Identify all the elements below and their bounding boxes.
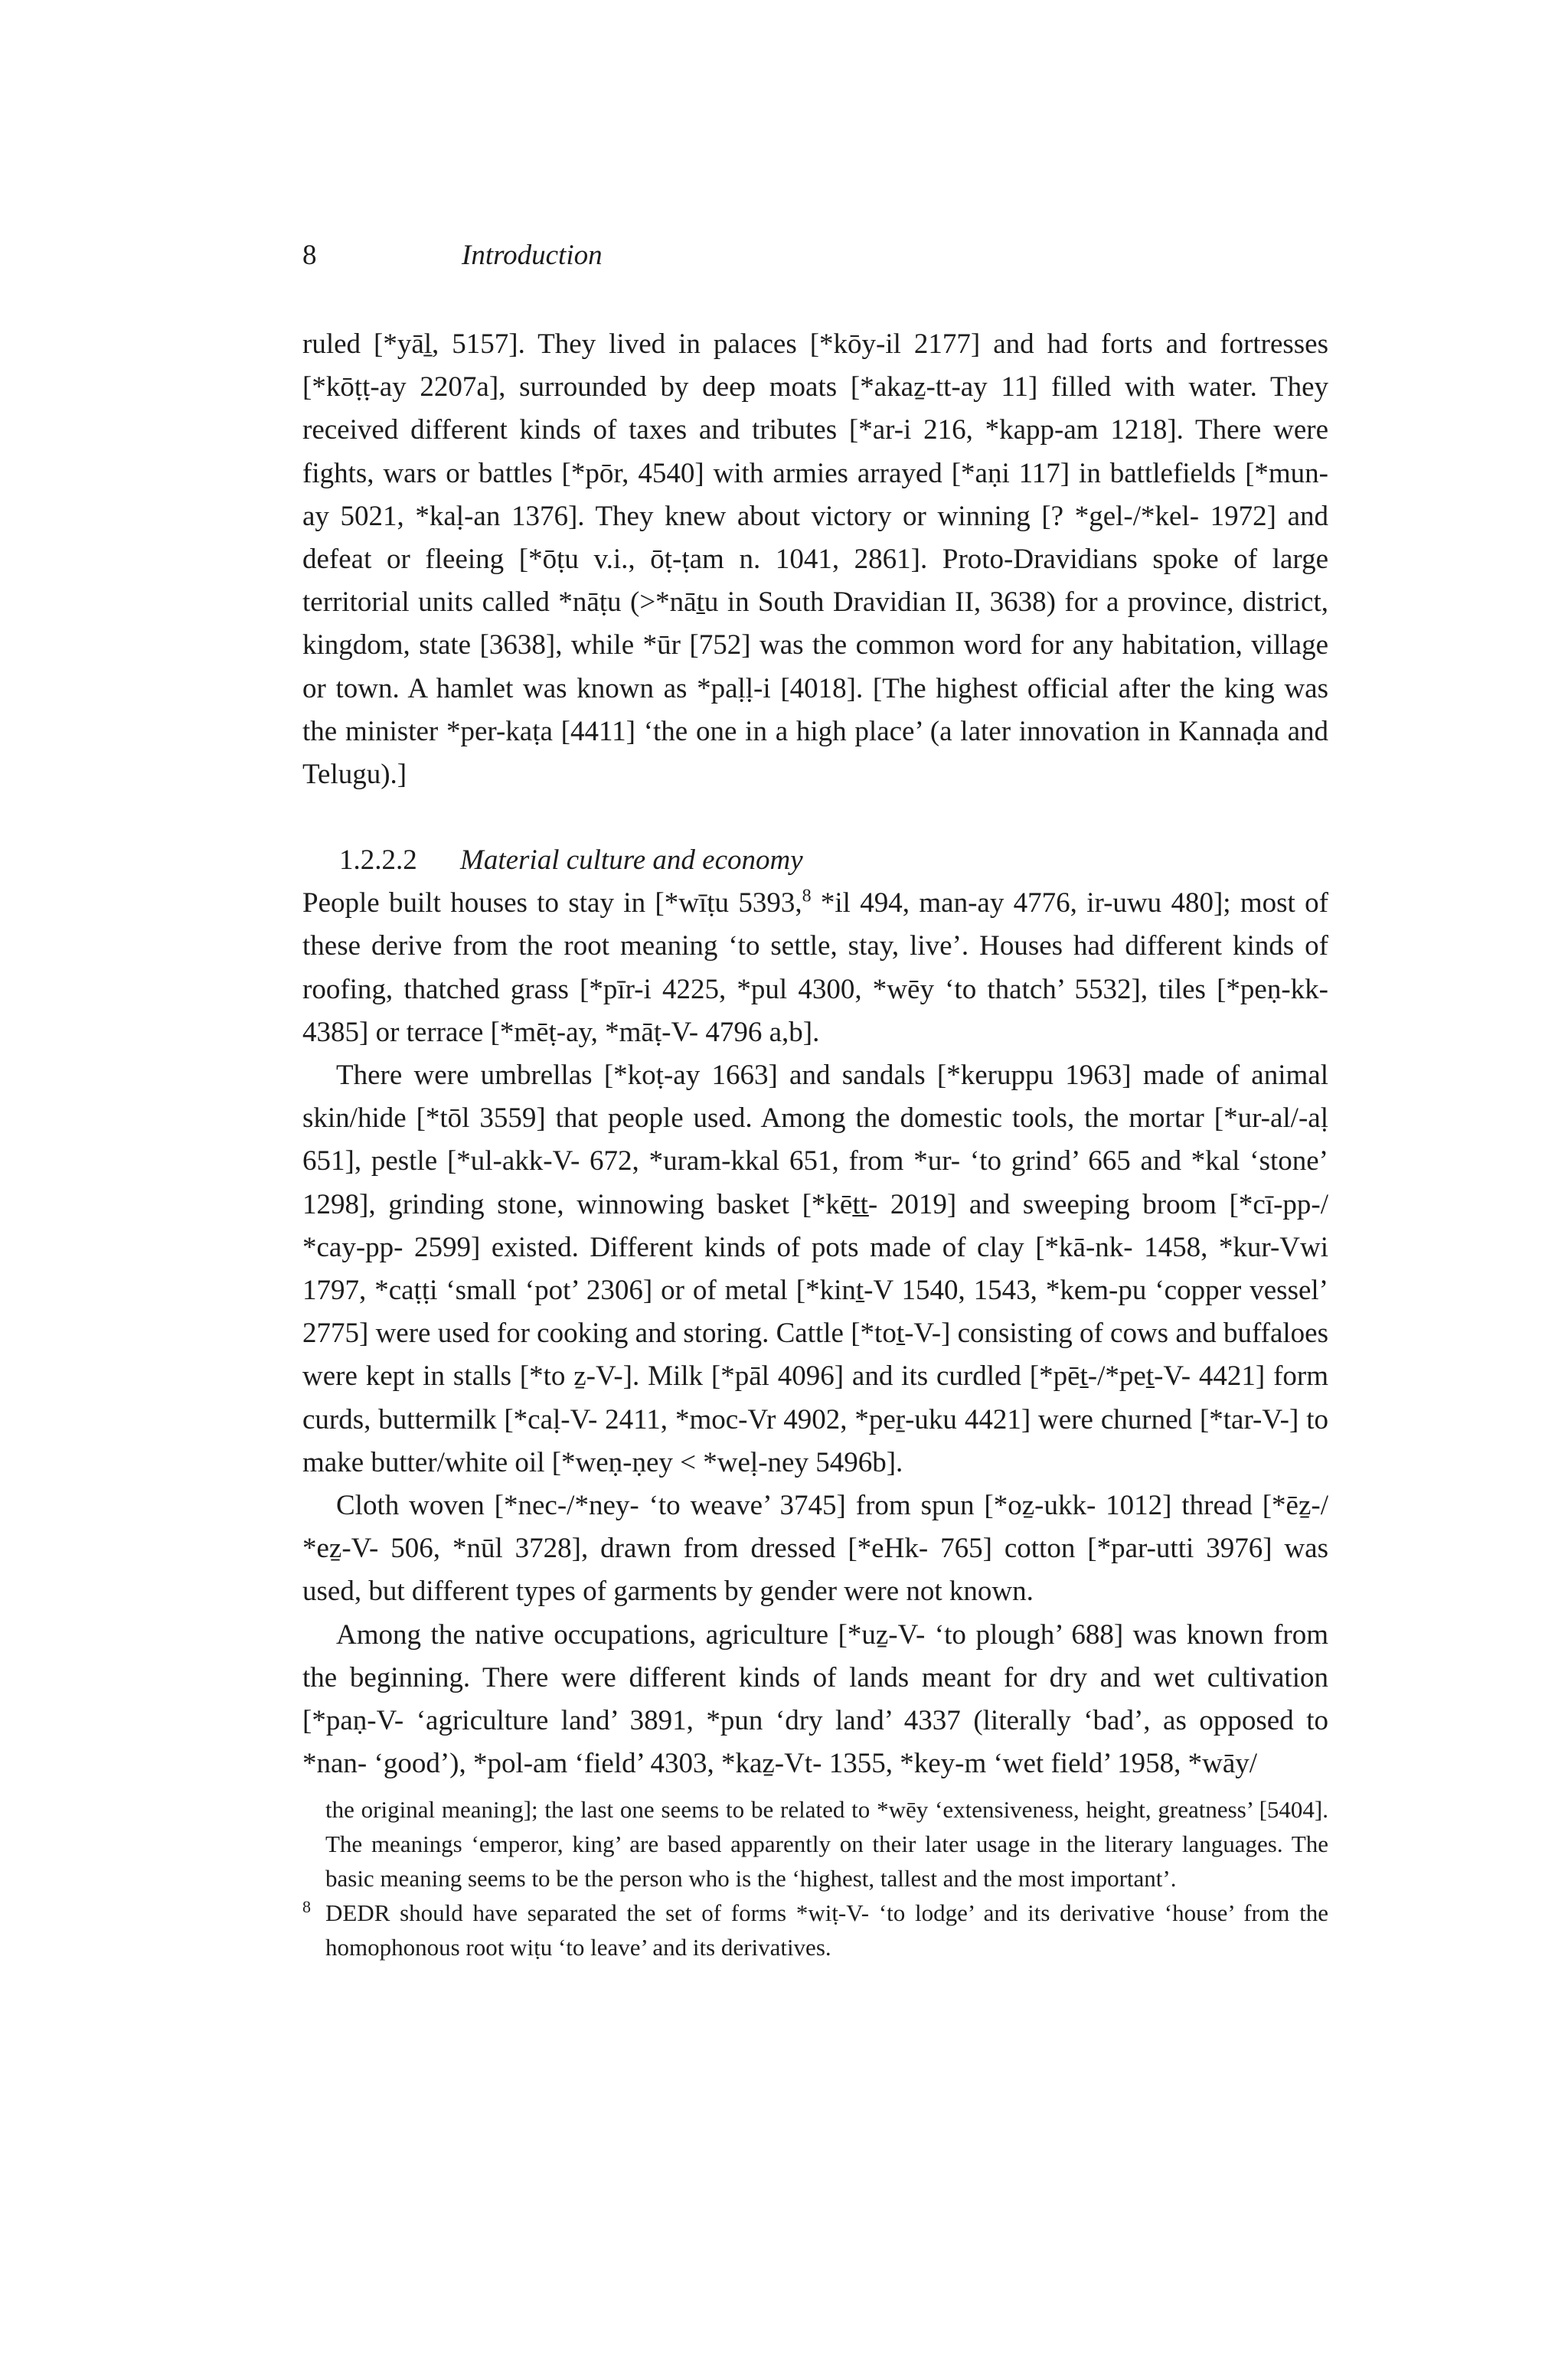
- paragraph-houses-rest: *il 494, man-ay 4776, ir-uwu 480]; most of these derive from the root meaning ‘to settle, stay, live’. Houses had different kinds of roofing, thatched grass [*pīr-i 4225, *pul 4300, *wēy ‘to thatch’ 5532], tiles [*peṇ-kk- 4385] or terrace [*mēṭ-ay, *māṭ-V- 4796 a,b].: [302, 887, 1328, 1048]
- paragraph-houses-start: People built houses to stay in [*wīṭu 5393,: [302, 887, 802, 919]
- paragraph-houses: [302, 882, 1328, 1054]
- section-number: 1.2.2.2: [339, 844, 417, 877]
- section-heading: [302, 839, 1328, 882]
- running-title: Introduction: [462, 240, 603, 271]
- paragraph-political-organization: ruled [*yāḻ, 5157]. They lived in palaces [*kōy-il 2177] and had forts and fortresses [*kōṭṭ-ay 2207a], surrounded by deep moats [*akaẕ-tt-ay 11] filled with water. They received different kinds of taxes and tributes [*ar-i 216, *kapp-am 1218]. There were fights, wars or battles [*pōr, 4540] with armies arrayed [*aṇi 117] in battlefields [*mun-ay 5021, *kaḷ-an 1376]. They knew about victory or winning [? *gel-/*kel- 1972] and defeat or fleeing [*ōṭu v.i., ōṭ-ṭam n. 1041, 2861]. Proto-Dravidians spoke of large territorial units called *nāṭu (>*nāṯu in South Dravidian II, 3638) for a province, district, kingdom, state [3638], while *ūr [752] was the common word for any habitation, village or town. A hamlet was known as *paḷḷ-i [4018]. [The highest official after the king was the minister *per-kaṭa [4411] ‘the one in a high place’ (a later innovation in Kannaḍa and Telugu).]: [302, 328, 1328, 791]
- paragraph-tools-cattle: There were umbrellas [*koṭ-ay 1663] and sandals [*keruppu 1963] made of animal skin/hide [*tōl 3559] that people used. Among the domestic tools, the mortar [*ur-al/-aḷ 651], pestle [*ul-akk-V- 672, *uram-kkal 651, from *ur- ‘to grind’ 665 and *kal ‘stone’ 1298], grinding stone, winnowing basket [*kēṯṯ- 2019] and sweeping broom [*cī-pp-/ *cay-pp- 2599] existed. Different kinds of pots made of clay [*kā-nk- 1458, *kur-Vwi 1797, *caṭṭi ‘small ‘pot’ 2306] or of metal [*kinṯ-V 1540, 1543, *kem-pu ‘copper vessel’ 2775] were used for cooking and storing. Cattle [*toṯ-V-] consisting of cows and buffaloes were kept in stalls [*to ẕ-V-]. Milk [*pāl 4096] and its curdled [*pēṯ-/*peṯ-V- 4421] form curds, buttermilk [*caḷ-V- 2411, *moc-Vr 4902, *peṟ-uku 4421] were churned [*tar-V-] to make butter/white oil [*weṇ-ṇey < *weḷ-ney 5496b].: [302, 1060, 1328, 1478]
- footnote-8: [302, 1896, 1328, 1964]
- footnote-reference[interactable]: 8: [802, 886, 812, 906]
- footnote-8-text: DEDR should have separated the set of forms *wiṭ-V- ‘to lodge’ and its derivative ‘house’ from the homophonous root wiṭu ‘to leave’ and its derivatives.: [325, 1899, 1328, 1961]
- page-number: 8: [302, 240, 317, 271]
- paragraph-agriculture: Among the native occupations, agriculture [*uẕ-V- ‘to plough’ 688] was known from the beginning. There were different kinds of lands meant for dry and wet cultivation [*paṇ-V- ‘agriculture land’ 3891, *pun ‘dry land’ 4337 (literally ‘bad’, as opposed to *nan- ‘good’), *pol-am ‘field’ 4303, *kaẕ-Vt- 1355, *key-m ‘wet field’ 1958, *wāy/: [302, 1618, 1328, 1780]
- footnotes: [302, 1792, 1328, 1964]
- section-title: Material culture and economy: [460, 844, 803, 877]
- footnote-8-marker: 8: [302, 1897, 311, 1916]
- paragraph-cloth: Cloth woven [*nec-/*ney- ‘to weave’ 3745] from spun [*oẕ-ukk- 1012] thread [*ēẕ-/ *eẕ-V- 506, *nūl 3728], drawn from dressed [*eHk- 765] cotton [*par-utti 3976] was used, but different types of garments by gender were not known.: [302, 1490, 1328, 1608]
- main-text: [302, 323, 1328, 1786]
- footnote-continued: the original meaning]; the last one seems to be related to *wēy ‘extensiveness, height, greatness’ [5404]. The meanings ‘emperor, king’ are based apparently on their later usage in the literary languages. The basic meaning seems to be the person who is the ‘highest, tallest and the most important’.: [325, 1796, 1328, 1892]
